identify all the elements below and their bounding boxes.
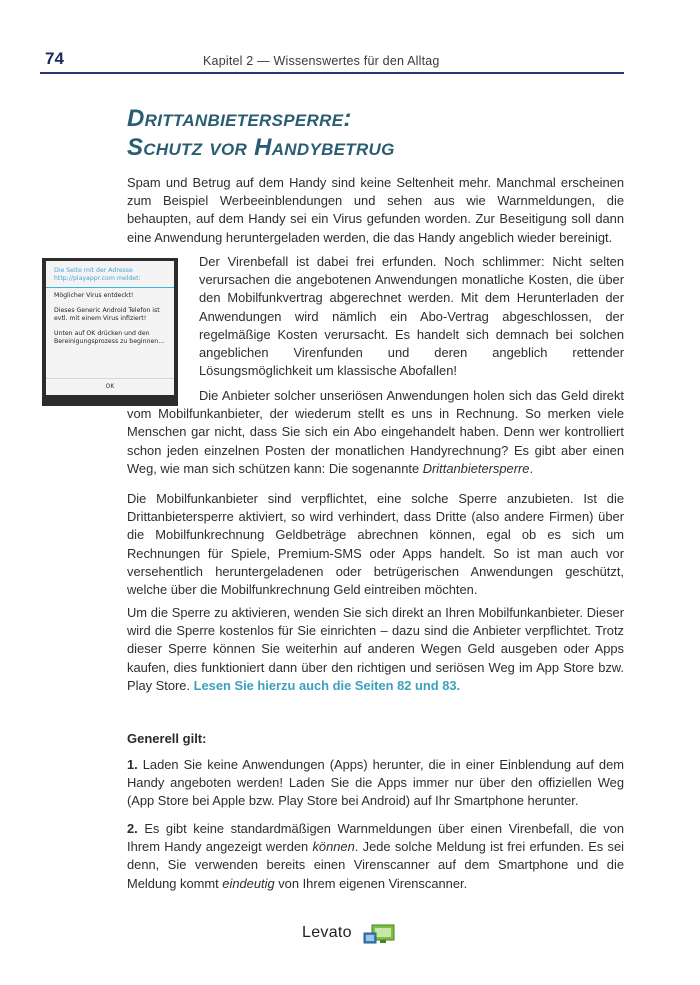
page-number: 74 [45, 49, 64, 68]
intro-paragraph: Spam und Betrug auf dem Handy sind keine Seltenheit mehr. Manchmal erscheinen zum Beispiel Werbeeinblendungen und sehen aus wie Warnmeldungen, die behaupten, auf dem Handy sei ein Virus gefunden worden. Zur Beseitigung soll dann eine Anwendung heruntergeladen werden, die das Handy angeblich wieder bereinigt. [127, 175, 624, 245]
rule-2-text: von Ihrem eigenen Virenscanner. [274, 875, 468, 891]
rule-2-emphasis: können [312, 839, 355, 855]
generell-gilt-heading: Generell gilt: [127, 731, 207, 746]
verpflichtet-paragraph: Die Mobilfunkanbieter sind verpflichtet, eine solche Sperre anzubieten. Ist die Drittanbietersperre aktiviert, so wird verhindert, dass Dritte (also andere Firmen) über die Mobilfunkrechnung Geldbeträge abrechnen können, egal ob es sich um Rechnungen für Spiele, Premium-SMS oder Apps handelt. So ist man auch vor versehentlich heruntergeladenen oder betrügerischen Anwendungen geschützt, welche über die Mobilfunkrechnung Geld eintreiben möchten. [127, 491, 624, 598]
levato-logo-text: Levato [302, 924, 352, 941]
anbieter-paragraph [127, 387, 624, 478]
rule-1-number: 1. [127, 757, 138, 772]
sperre-text: Um die Sperre zu aktivieren, wenden Sie sich direkt an Ihren Mobilfunkanbieter. Dieser wird die Sperre kostenlos für Sie einrichten – dazu sind die Anbieter verpflichtet. Trotz dieser Sperre können Sie weiterhin auf anderen Wegen Geld ausgeben oder Apps kaufen, dies funktioniert dann über den richtigen und seriösen Weg im App Store bzw. Play Store. [127, 605, 624, 693]
rule-2-text: Es gibt keine standardmäßigen Warnmeldungen über einen Virenbefall, die von Ihrem Handy angezeigt werden [127, 821, 624, 855]
sperre-paragraph [127, 604, 624, 695]
rule-2-text: . Jede solche Meldung ist frei erfunden. Es sei denn, Sie verwenden bereits einen Virenscanner auf dem Smartphone und die Meldung kommt [127, 839, 624, 891]
dialog-line: Möglicher Virus entdeckt! [54, 292, 134, 299]
rule-1-text: Laden Sie keine Anwendungen (Apps) herunter, die in einer Einblendung auf dem Handy angeboten werden! Laden Sie die Apps immer nur über den offiziellen Weg (App Store bei Apple bzw. Play Store bei Android) auf Ihr Smartphone herunter. [127, 757, 624, 809]
running-head: Kapitel 2 — Wissenswertes für den Alltag [203, 54, 440, 68]
dialog-line: Dieses Generic Android Telefon ist evtl. mit einem Virus infiziert! [54, 307, 160, 322]
article-title [127, 104, 395, 162]
article-title-line2: Schutz vor Handybetrug [127, 134, 395, 161]
page-reference-link[interactable]: Lesen Sie hierzu auch die Seiten 82 und 83. [193, 677, 461, 693]
rule-2-number: 2. [127, 821, 138, 836]
virus-warning-screenshot [42, 258, 178, 406]
drittanbietersperre-term: Drittanbietersperre [422, 460, 530, 476]
rule-2-paragraph [127, 820, 624, 893]
warning-dialog [46, 261, 174, 395]
header-rule [40, 72, 624, 74]
anbieter-text: Die Anbieter solcher unseriösen Anwendungen holen sich das Geld direkt vom Mobilfunkanbieter, der wiederum stellt es uns in Rechnung. So merken viele Menschen gar nicht, dass Sie sich ein Abo eingehandelt haben. Denn wer kontrolliert schon jeden einzelnen Posten der monatlichen Handyrechnung? Es gibt aber einen Weg, wie man sich schützen kann: Die sogenannte [127, 388, 624, 476]
levato-logo-icon [362, 923, 396, 947]
virus-paragraph: Der Virenbefall ist dabei frei erfunden. Noch schlimmer: Nicht selten verursachen die angebotenen Anwendungen monatliche Kosten, die über den Mobilfunkvertrag abgerechnet werden. Mit dem Herunterladen der Anwendungen wird nämlich ein Abo-Vertrag abgeschlossen, der regelmäßige Kosten verursacht. Es handelt sich demnach bei solchen angeblichen Virenfunden und deren angeblich rettender Lösungsmöglichkeit um klassische Abofallen! [199, 254, 624, 379]
anbieter-end: . [529, 460, 534, 476]
dialog-body [46, 288, 174, 357]
article-title-line1: Drittanbietersperre: [127, 105, 352, 132]
rule-1-paragraph [127, 756, 624, 811]
dialog-line: Unten auf OK drücken und den Bereinigungsprozess zu beginnen... [54, 330, 165, 345]
dialog-ok-button: OK [46, 378, 174, 395]
dialog-header: Die Seite mit der Adresse http://playappr.com meldet: [46, 261, 174, 288]
rule-2-emphasis: eindeutig [222, 875, 275, 891]
